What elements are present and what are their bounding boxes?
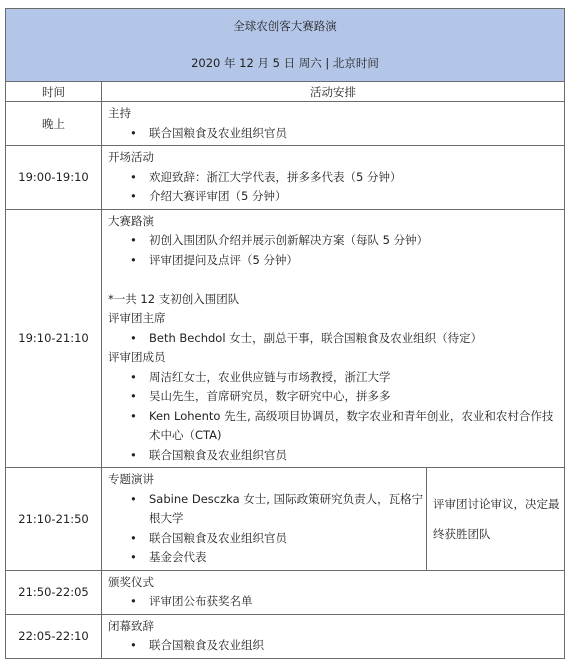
table-row [6, 146, 565, 210]
bullet-icon: • [130, 369, 137, 384]
list-item: • 初创入围团队介绍并展示创新解决方案（每队 5 分钟） [108, 231, 564, 251]
list-item: • 评审团公布获奖名单 [108, 592, 564, 612]
bullet-icon: • [130, 169, 137, 184]
row-time: 21:10-21:50 [6, 468, 102, 571]
list-item: • 介绍大赛评审团（5 分钟） [108, 187, 564, 207]
table-row [6, 102, 565, 146]
section-title: 主持 [108, 106, 131, 120]
list-item: • Ken Lohento 先生, 高级项目协调员，数字农业和青年创业，农业和农村合作技术中心（CTA) [130, 408, 554, 442]
agenda-title: 全球农创客大赛路演 [233, 19, 337, 33]
list-item: • 周洁红女士，农业供应链与市场教授，浙江大学 [108, 368, 564, 388]
bullet-icon: • [130, 389, 137, 403]
agenda-header-row [6, 9, 565, 82]
list-item: • 基金会代表 [108, 548, 426, 568]
bullet-icon: • [130, 233, 137, 247]
bullet-icon: • [130, 530, 137, 545]
jury-members-title: 评审团成员 [108, 350, 166, 364]
jury-deliberation-note: 评审团讨论审议，决定最终获胜团队 [427, 468, 565, 571]
row-content [102, 209, 565, 468]
table-row [6, 570, 565, 614]
row-content [102, 102, 565, 146]
list-item: • 评审团提问及点评（5 分钟） [108, 251, 564, 271]
list-item: • Sabine Desczka 女士, 国际政策研究负责人，瓦格宁根大学 [130, 491, 424, 525]
row-content [102, 468, 427, 571]
table-row [6, 209, 565, 468]
column-header-activity: 活动安排 [102, 82, 565, 102]
bullet-icon: • [130, 330, 137, 345]
list-item: • 联合国粮食及农业组织官员 [108, 529, 426, 549]
bullet-icon: • [130, 125, 137, 140]
bullet-icon: • [130, 491, 137, 506]
bullet-icon: • [130, 447, 137, 462]
column-header-row [6, 82, 565, 102]
agenda-table [5, 8, 565, 659]
row-content [102, 146, 565, 210]
team-count-note: *一共 12 支初创入围团队 [108, 291, 240, 306]
bullet-icon: • [130, 638, 137, 652]
list-item: • 联合国粮食及农业组织 [108, 636, 564, 656]
table-row [6, 468, 565, 571]
agenda-header [6, 9, 565, 82]
row-content [102, 614, 565, 658]
section-title: 开场活动 [108, 150, 154, 164]
bullet-icon: • [130, 189, 137, 203]
list-item: • 欢迎致辞：浙江大学代表，拼多多代表（5 分钟） [108, 168, 564, 188]
section-title: 大赛路演 [108, 213, 154, 228]
section-title: 颁奖仪式 [108, 574, 154, 589]
row-time: 19:10-21:10 [6, 209, 102, 468]
list-item: • 吴山先生，首席研究员，数字研究中心，拼多多 [108, 387, 564, 407]
column-header-time: 时间 [6, 82, 102, 102]
section-title: 专题演讲 [108, 472, 154, 486]
row-content [102, 570, 565, 614]
row-time: 22:05-22:10 [6, 614, 102, 658]
row-time: 晚上 [6, 102, 102, 146]
agenda-date: 2020 年 12 月 5 日 周六 | 北京时间 [191, 56, 379, 70]
list-item: • 联合国粮食及农业组织官员 [108, 446, 564, 466]
jury-chair-title: 评审团主席 [108, 311, 166, 325]
bullet-icon: • [130, 252, 137, 267]
table-row [6, 614, 565, 658]
list-item: • 联合国粮食及农业组织官员 [108, 124, 564, 144]
bullet-icon: • [130, 550, 137, 564]
row-time: 21:50-22:05 [6, 570, 102, 614]
section-title: 闭幕致辞 [108, 618, 154, 633]
bullet-icon: • [130, 408, 137, 423]
list-item: • Beth Bechdol 女士，副总干事，联合国粮食及农业组织（待定） [108, 329, 564, 349]
bullet-icon: • [130, 594, 137, 608]
row-time: 19:00-19:10 [6, 146, 102, 210]
